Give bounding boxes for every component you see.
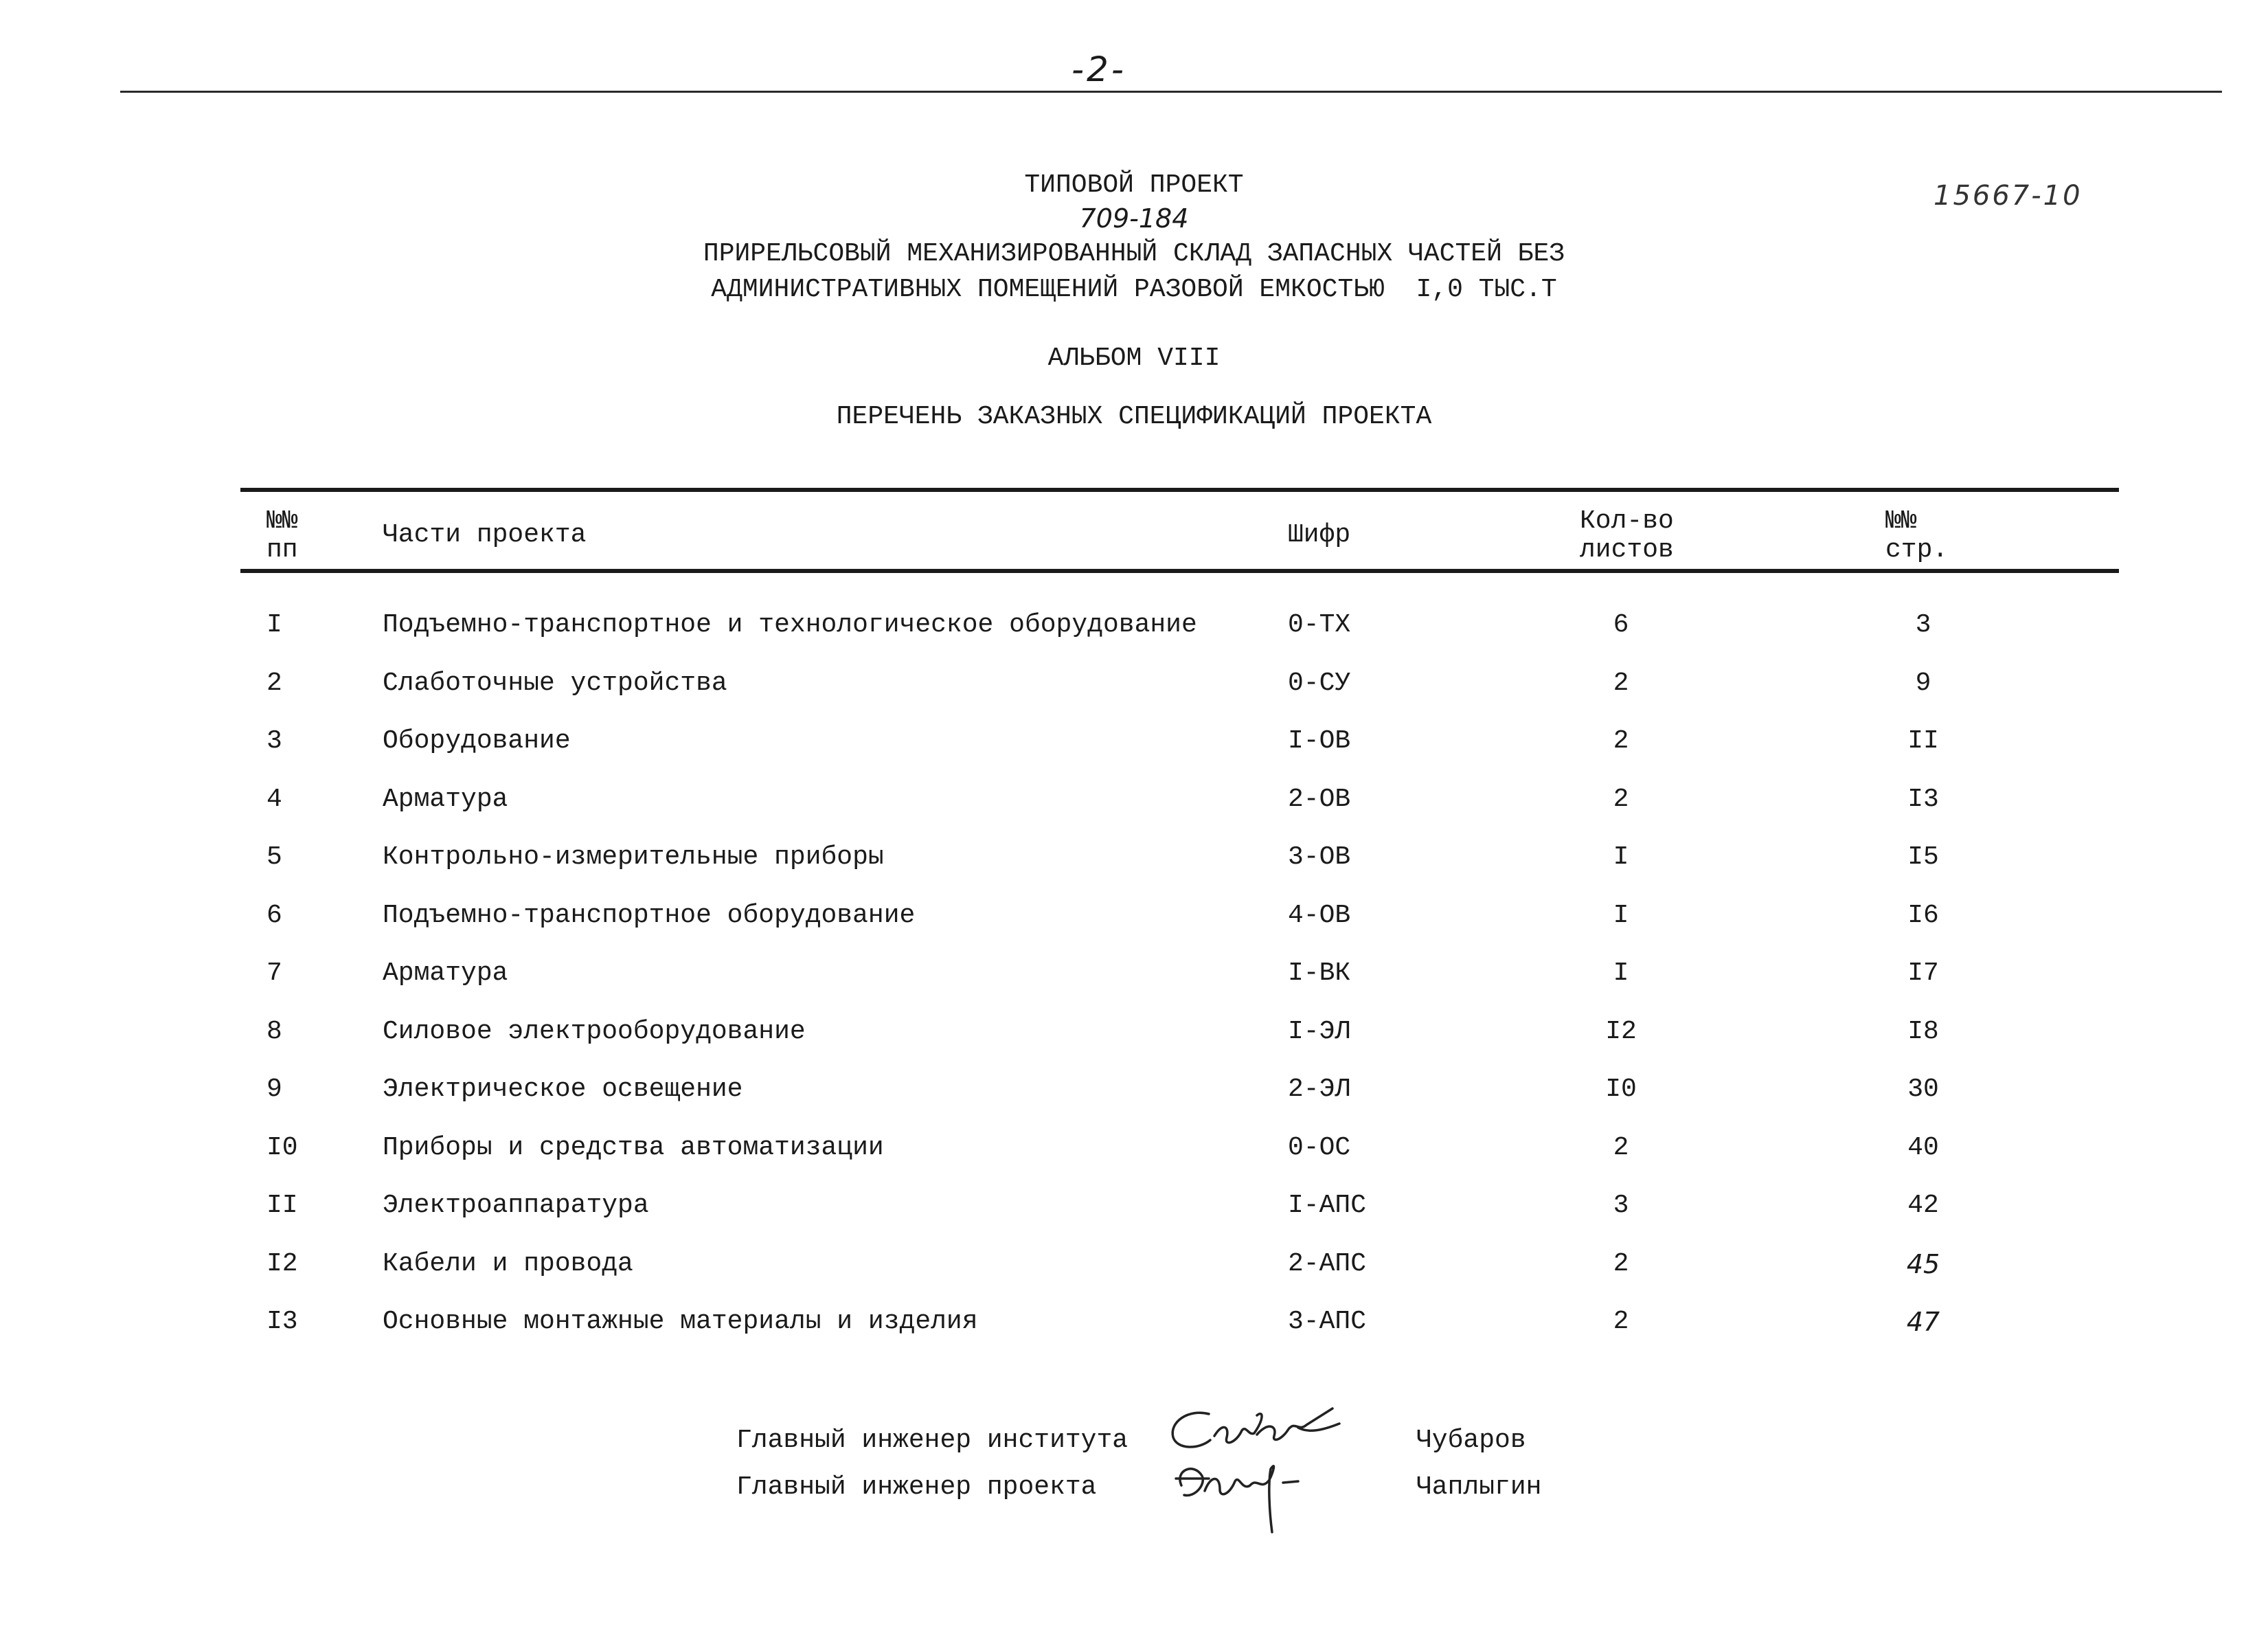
header-page-line2: стр. — [1885, 535, 1949, 565]
header-num-line2: пп — [267, 535, 298, 565]
row-part-name: Электрическое освещение — [383, 1075, 743, 1104]
row-sheet-count: I — [1613, 901, 1629, 930]
chief-institute-name: Чубаров — [1416, 1426, 1526, 1455]
row-part-name: Арматура — [383, 958, 508, 988]
row-code: 0-СУ — [1288, 669, 1351, 698]
row-number: 3 — [267, 726, 282, 756]
row-page-number: I5 — [1907, 842, 1939, 872]
row-page-number: 45 — [1906, 1249, 1940, 1279]
row-page-number: 9 — [1915, 669, 1931, 698]
row-code: I-ЭЛ — [1288, 1017, 1351, 1046]
row-number: 8 — [267, 1017, 282, 1046]
row-part-name: Приборы и средства автоматизации — [383, 1133, 884, 1163]
row-number: 7 — [267, 958, 282, 988]
row-sheet-count: 2 — [1613, 726, 1629, 756]
row-part-name: Контрольно-измерительные приборы — [383, 842, 884, 872]
project-code: 709-184 — [1079, 203, 1189, 234]
row-code: 0-ТХ — [1288, 610, 1351, 640]
project-title-line-1: ПРИРЕЛЬСОВЫЙ МЕХАНИЗИРОВАННЫЙ СКЛАД ЗАПАСНЫХ ЧАСТЕЙ БЕЗ — [703, 239, 1565, 269]
row-part-name: Арматура — [383, 785, 508, 814]
row-page-number: I6 — [1907, 901, 1939, 930]
row-number: 2 — [267, 669, 282, 698]
row-part-name: Силовое электрооборудование — [383, 1017, 806, 1046]
chief-institute-label: Главный инженер института — [736, 1426, 1129, 1455]
row-page-number: I8 — [1907, 1017, 1939, 1046]
row-code: 0-ОС — [1288, 1133, 1351, 1163]
row-code: 2-ОВ — [1288, 785, 1351, 814]
row-part-name: Подъемно-транспортное и технологическое оборудование — [383, 610, 1197, 640]
page-number: -2- — [1071, 49, 1126, 89]
row-sheet-count: 2 — [1613, 785, 1629, 814]
table-top-rule — [240, 488, 2119, 492]
row-page-number: I7 — [1907, 958, 1939, 988]
project-title-line-2: АДМИНИСТРАТИВНЫХ ПОМЕЩЕНИЙ РАЗОВОЙ ЕМКОСТЬЮ I,0 ТЫС.Т — [711, 275, 1557, 304]
header-code: Шифр — [1288, 520, 1351, 550]
row-page-number: 3 — [1915, 610, 1931, 640]
list-title: ПЕРЕЧЕНЬ ЗАКАЗНЫХ СПЕЦИФИКАЦИЙ ПРОЕКТА — [836, 402, 1432, 431]
row-number: II — [267, 1191, 298, 1220]
row-page-number: 47 — [1906, 1307, 1940, 1337]
header-num — [267, 507, 315, 565]
row-code: I-ВК — [1288, 958, 1351, 988]
row-code: I-ОВ — [1288, 726, 1351, 756]
row-number: I0 — [267, 1133, 298, 1163]
row-code: 3-ОВ — [1288, 842, 1351, 872]
row-code: 2-АПС — [1288, 1249, 1367, 1279]
row-sheet-count: 2 — [1613, 669, 1629, 698]
chief-project-name: Чаплыгин — [1416, 1472, 1542, 1502]
row-code: 2-ЭЛ — [1288, 1075, 1351, 1104]
header-num-line1: №№ — [267, 506, 298, 536]
chief-project-label: Главный инженер проекта — [736, 1472, 1097, 1502]
project-type-heading: ТИПОВОЙ ПРОЕКТ — [1024, 170, 1244, 200]
row-part-name: Электроаппаратура — [383, 1191, 649, 1220]
header-page — [1885, 507, 1948, 565]
row-number: 9 — [267, 1075, 282, 1104]
row-code: 3-АПС — [1288, 1307, 1367, 1336]
row-code: 4-ОВ — [1288, 901, 1351, 930]
top-rule — [120, 91, 2222, 93]
row-number: 6 — [267, 901, 282, 930]
row-code: I-АПС — [1288, 1191, 1367, 1220]
row-number: 4 — [267, 785, 282, 814]
row-sheet-count: I0 — [1605, 1075, 1637, 1104]
row-number: I — [267, 610, 282, 640]
row-page-number: 42 — [1907, 1191, 1939, 1220]
header-page-line1: №№ — [1885, 506, 1917, 536]
row-page-number: 40 — [1907, 1133, 1939, 1163]
row-sheet-count: I — [1613, 842, 1629, 872]
table-header-rule — [240, 569, 2119, 573]
header-sheets-line2: листов — [1580, 535, 1674, 565]
row-sheet-count: 3 — [1613, 1191, 1629, 1220]
row-part-name: Основные монтажные материалы и изделия — [383, 1307, 978, 1336]
album-heading: АЛЬБОМ VIII — [1047, 344, 1221, 373]
row-sheet-count: 2 — [1613, 1133, 1629, 1163]
row-part-name: Оборудование — [383, 726, 571, 756]
row-part-name: Слаботочные устройства — [383, 669, 727, 698]
document-number: 15667-10 — [1934, 180, 2083, 212]
row-sheet-count: 6 — [1613, 610, 1629, 640]
row-sheet-count: I2 — [1605, 1017, 1637, 1046]
row-part-name: Кабели и провода — [383, 1249, 633, 1279]
row-number: 5 — [267, 842, 282, 872]
row-page-number: 30 — [1907, 1075, 1939, 1104]
header-sheets — [1580, 507, 1674, 565]
header-sheets-line1: Кол-во — [1580, 506, 1674, 536]
handwritten-signatures — [1161, 1395, 1381, 1546]
row-page-number: II — [1907, 726, 1939, 756]
row-part-name: Подъемно-транспортное оборудование — [383, 901, 916, 930]
row-number: I3 — [267, 1307, 298, 1336]
row-number: I2 — [267, 1249, 298, 1279]
row-page-number: I3 — [1907, 785, 1939, 814]
row-sheet-count: 2 — [1613, 1249, 1629, 1279]
header-name: Части проекта — [383, 520, 587, 550]
row-sheet-count: I — [1613, 958, 1629, 988]
row-sheet-count: 2 — [1613, 1307, 1629, 1336]
